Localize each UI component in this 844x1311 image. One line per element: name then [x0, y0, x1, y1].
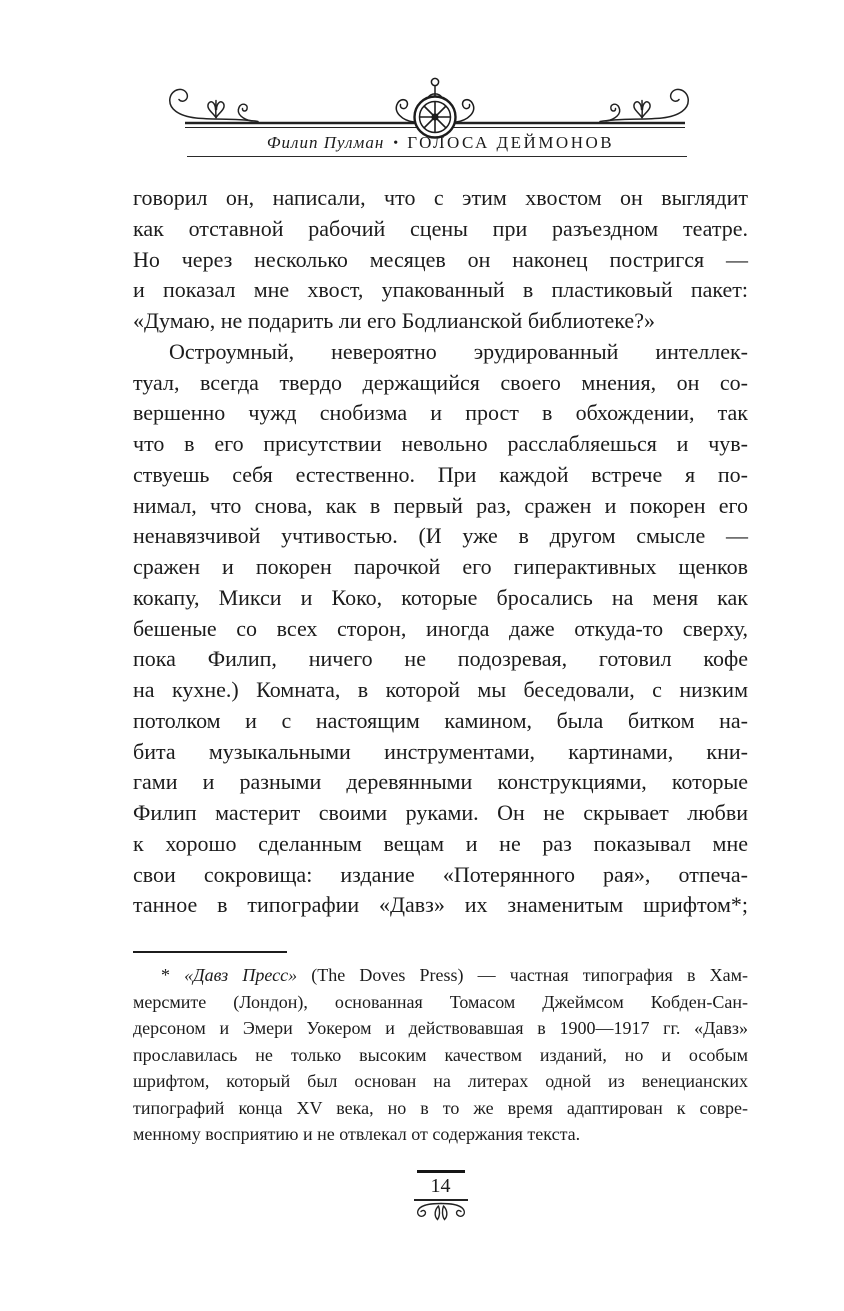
body-line: гами и разными деревянными конструкциями, которые	[133, 769, 748, 795]
body-line: нимал, что снова, как в первый раз, сражен и покорен его	[133, 492, 748, 518]
wheel-medallion-icon	[396, 78, 473, 137]
author-name: Филип Пулман	[266, 133, 385, 152]
footnote-line: типографий конца XV века, но в то же время адаптирован к совре-	[133, 1097, 748, 1118]
running-head	[133, 132, 748, 155]
body-line: бешеные со всех сторон, иногда даже откуда-то сверху,	[133, 615, 748, 641]
body-line: что в его присутствии невольно расслабляешься и чув-	[133, 431, 748, 456]
page-number-rule-top	[133, 1170, 748, 1173]
footer-ornament	[133, 1202, 748, 1222]
body-text	[133, 183, 748, 921]
body-line: потолком и с настоящим камином, была битком на-	[133, 707, 748, 733]
right-flourish-icon	[600, 89, 688, 121]
footnote-line: * «Давз Пресс» (The Doves Press) — частная типография в Хам-	[161, 965, 749, 985]
body-line: туал, всегда твердо держащийся своего мнения, он со-	[133, 369, 748, 395]
footnote-text	[133, 962, 748, 1148]
body-line: пока Филип, ничего не подозревая, готовил кофе	[133, 646, 748, 672]
footer-ornament-icon	[409, 1202, 473, 1222]
body-line: к хорошо сделанным вещам и не раз показывал мне	[133, 830, 748, 856]
footnote-line: мерсмите (Лондон), основанная Томасом Джеймсом Кобден-Сан-	[133, 991, 748, 1012]
footnote-line: менному восприятию и не отвлекал от содержания текста.	[133, 1124, 581, 1144]
body-line: на кухне.) Комната, в которой мы беседовали, с низким	[133, 677, 748, 702]
body-line: сражен и покорен парочкой его гиперактивных щенков	[133, 554, 748, 579]
body-line: Остроумный, невероятно эрудированный интеллек-	[169, 338, 748, 364]
body-line: Филип мастерит своими руками. Он не скрывает любви	[133, 800, 748, 825]
header-separator-dot: •	[393, 136, 399, 151]
page-number-rule-bottom	[133, 1199, 748, 1201]
body-line: свои сокровища: издание «Потерянного рая», отпеча-	[133, 861, 748, 887]
body-line: кокапу, Микси и Коко, которые бросались на меня как	[133, 584, 748, 610]
body-line: бита музыкальными инструментами, картинами, кни-	[133, 738, 748, 764]
footnote-line: шрифтом, который был основан на литерах одной из венецианских	[133, 1071, 748, 1091]
footnote-rule	[133, 951, 287, 953]
footnote-line: прославилась не только высоким качеством изданий, но и особым	[133, 1044, 748, 1065]
body-line: ствуешь себя естественно. При каждой встрече я по-	[133, 461, 748, 487]
body-line: «Думаю, не подарить ли его Бодлианской библиотеке?»	[133, 308, 655, 333]
body-line: вершенно чужд снобизма и прост в обхождении, так	[133, 400, 748, 426]
footnote-italic-title: «Давз Пресс»	[184, 965, 298, 985]
finial-icon	[426, 78, 445, 98]
header-rule	[187, 156, 687, 157]
body-line: как отставной рабочий сцены при разъездном театре.	[133, 215, 748, 241]
page-number: 14	[430, 1175, 451, 1197]
book-title: ГОЛОСА ДЕЙМОНОВ	[407, 133, 615, 152]
body-line: говорил он, написали, что с этим хвостом он выглядит	[133, 185, 748, 210]
body-line: Но через несколько месяцев он наконец постригся —	[133, 246, 748, 272]
body-line: и показал мне хвост, упакованный в пластиковый пакет:	[133, 277, 748, 303]
footnote-line: дерсоном и Эмери Уокером и действовавшая в 1900—1917 гг. «Давз»	[133, 1018, 748, 1038]
body-line: ненавязчивой учтивостью. (И уже в другом смысле —	[133, 523, 748, 549]
left-flourish-icon	[170, 89, 258, 121]
body-line: танное в типографии «Давз» их знаменитым шрифтом*;	[133, 892, 748, 918]
